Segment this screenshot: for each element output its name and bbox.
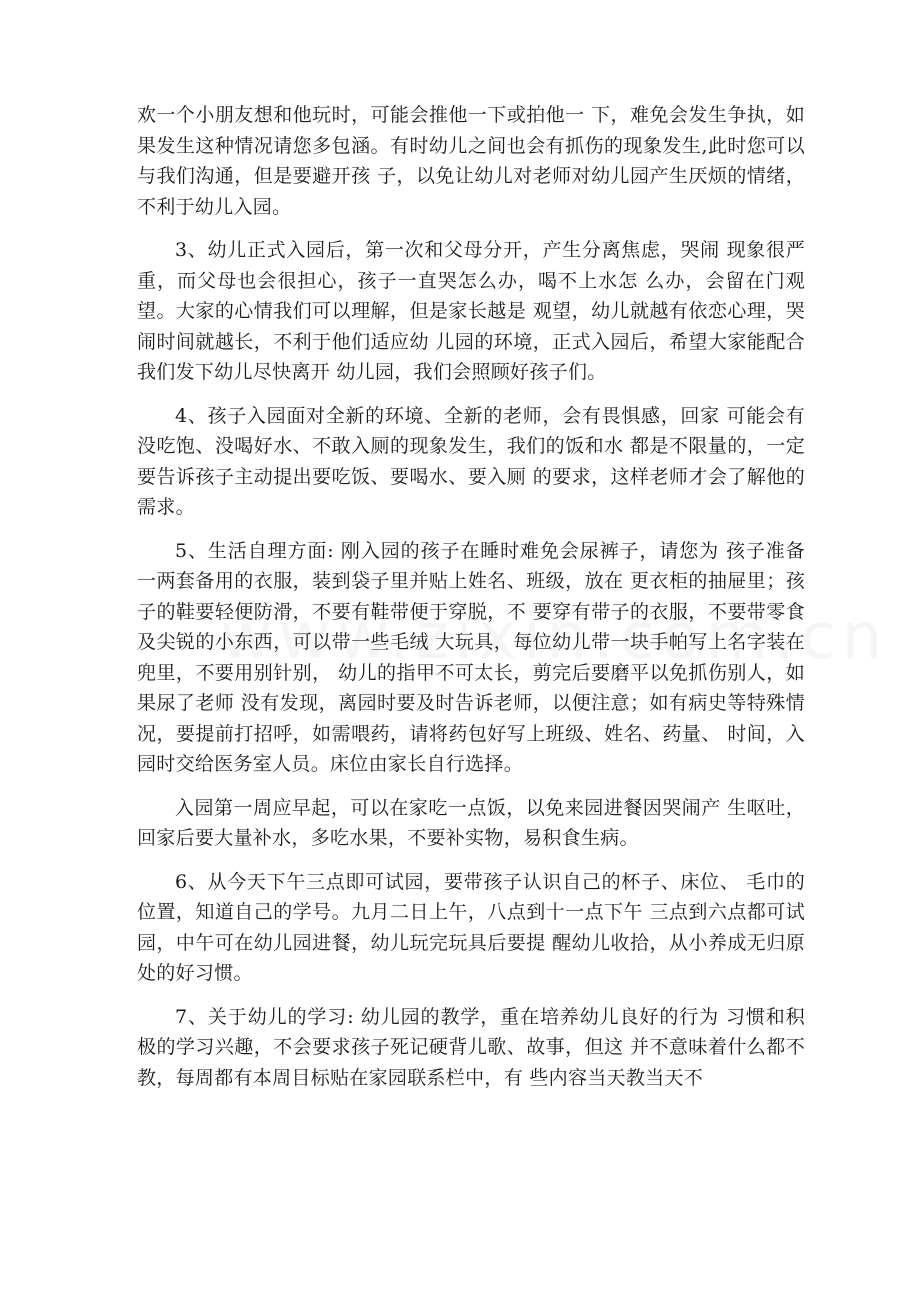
paragraph-first-week: 入园第一周应早起，可以在家吃一点饭，以免来园进餐因哭闹产 生呕吐，回家后要大量补水，多吃水果，不要补实物，易积食生病。: [137, 796, 805, 849]
paragraph-item-7: 7、关于幼儿的学习: 幼儿园的教学，重在培养幼儿良好的行为 习惯和积极的学习兴趣，不会要求孩子死记硬背儿歌、故事，但这 并不意味着什么都不教，每周都有本周目标贴在家园联系栏中，有 些内容当天教当天不: [137, 1005, 805, 1089]
paragraph-item-4: 4、孩子入园面对全新的环境、全新的老师，会有畏惧感，回家 可能会有没吃饱、没喝好水、不敢入厕的现象发生，我们的饭和水 都是不限量的，一定要告诉孩子主动提出要吃饭、要喝水、要入厕 的要求，这样老师才会了解他的需求。: [137, 404, 805, 518]
paragraph-item-6: 6、从今天下午三点即可试园，要带孩子认识自己的杯子、床位、 毛巾的位置，知道自己的学号。九月二日上午，八点到十一点下午 三点到六点都可试园，中午可在幼儿园进餐，幼儿玩完玩具后要提 醒幼儿收拾，从小养成无归原处的好习惯。: [137, 870, 805, 984]
paragraph-item-5: 5、生活自理方面: 刚入园的孩子在睡时难免会尿裤子，请您为 孩子准备一两套备用的衣服，装到袋子里并贴上姓名、班级，放在 更衣柜的抽屉里；孩子的鞋要轻便防滑，不要有鞋带便于穿脱，不 要穿有带子的衣服，不要带零食及尖锐的小东西，可以带一些毛绒 大玩具，每位幼儿带一块手帕写上名字装在兜里，不要用别针别， 幼儿的指甲不可太长，剪完后要磨平以免抓伤别人，如果尿了老师 没有发现，离园时要及时告诉老师，以便注意；如有病史等特殊情 况，要提前打招呼，如需喂药，请将药包好写上班级、姓名、药量、 时间，入园时交给医务室人员。床位由家长自行选择。: [137, 539, 805, 775]
paragraph-continued: 欢一个小朋友想和他玩时，可能会推他一下或拍他一 下，难免会发生争执，如果发生这种情况请您多包涵。有时幼儿之间也会有抓伤的现象发生,此时您可以与我们沟通，但是要避开孩 子，以免让幼儿对老师对幼儿园产生厌烦的情绪，不利于幼儿入园。: [137, 104, 805, 218]
paragraph-item-3: 3、幼儿正式入园后，第一次和父母分开，产生分离焦虑，哭闹 现象很严重，而父母也会很担心，孩子一直哭怎么办，喝不上水怎 么办，会留在门观望。大家的心情我们可以理解，但是家长越是 观望，幼儿就越有依恋心理，哭闹时间就越长，不利于他们适应幼 儿园的环境，正式入园后，希望大家能配合我们发下幼儿尽快离开 幼儿园，我们会照顾好孩子们。: [137, 239, 805, 383]
document-body: [137, 100, 805, 1106]
